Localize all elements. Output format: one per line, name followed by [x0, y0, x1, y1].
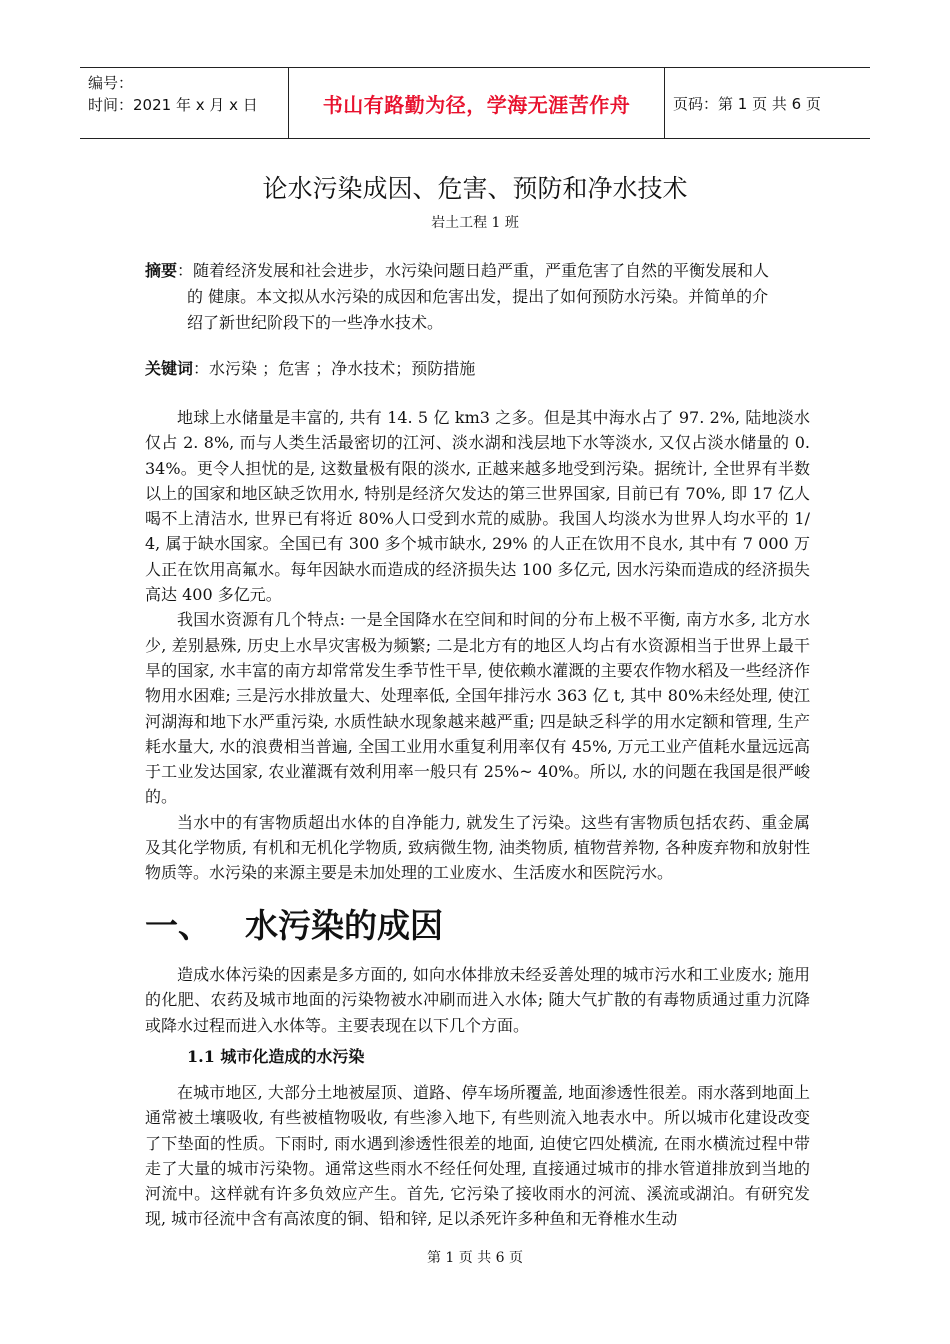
document-title: 论水污染成因、危害、预防和净水技术: [262, 174, 688, 203]
keywords-block: [145, 356, 475, 379]
intro-paragraph-3: 当水中的有害物质超出水体的自净能力, 就发生了污染。这些有害物质包括农药、重金属及其化学物质, 有机和无机化学物质, 致病微生物, 油类物质, 植物营养物, 各种废弃物和放射性物质等。水污染的来源主要是未加处理的工业废水、生活废水和医院污水。: [145, 812, 810, 883]
document-subtitle: 岩土工程 1 班: [431, 215, 519, 231]
abstract-line-3: 绍了新世纪阶段下的一些净水技术。: [187, 313, 444, 332]
number-label: 编号：: [88, 74, 134, 92]
intro-body: [145, 405, 810, 886]
section-heading-1: [145, 900, 443, 947]
abstract-line-2: 的 健康。本文拟从水污染的成因和危害出发，提出了如何预防水污染。并简单的介: [187, 287, 769, 306]
section-title: 水污染的成因: [245, 906, 443, 945]
keywords-label: 关键词: [145, 359, 194, 378]
time-label: 时间：2021 年 x 月 x 日: [88, 96, 258, 114]
section-number: 一、: [145, 906, 211, 945]
keywords-text: ：水污染 ；危害 ；净水技术；预防措施: [193, 359, 476, 378]
header-motto: 书山有路勤为径，学海无涯苦作舟: [288, 68, 665, 138]
intro-paragraph-2: 我国水资源有几个特点: 一是全国降水在空间和时间的分布上极不平衡, 南方水多, 北方水少, 差别悬殊, 历史上水旱灾害极为频繁; 二是北方有的地区人均占有水资源相当于世界上最干旱的国家, 水丰富的南方却常常发生季节性干旱, 使依赖水灌溉的主要农作物水稻及一些经济作物用水困难; 三是污水排放量大、处理率低, 全国年排污水 363 亿 t, 其中 80%未经处理, 使江河湖海和地下水严重污染, 水质性缺水现象越来越严重; 四是缺乏科学的用水定额和管理, 生产耗水量大, 水的浪费相当普遍, 全国工业用水重复利用率仅有 45%, 万元工业产值耗水量远远高于工业发达国家, 农业灌溉有效利用率一般只有 25%~ 40%。所以, 水的问题在我国是很严峻的。: [145, 610, 810, 807]
header-table: [80, 67, 870, 139]
abstract-label: 摘要: [145, 261, 178, 280]
section1-body: [145, 962, 810, 1038]
intro-paragraph-1: 地球上水储量是丰富的, 共有 14. 5 亿 km3 之多。但是其中海水占了 97. 2%, 陆地淡水仅占 2. 8%, 而与人类生活最密切的江河、淡水湖和浅层地下水等淡水, 又仅占淡水储量的 0. 34%。更令人担忧的是, 这数量极有限的淡水, 正越来越多地受到污染。据统计, 全世界有半数以上的国家和地区缺乏饮用水, 特别是经济欠发达的第三世界国家, 目前已有 70%, 即 17 亿人喝不上清洁水, 世界已有将近 80%人口受到水荒的威胁。我国人均淡水为世界人均水平的 1/ 4, 属于缺水国家。全国已有 300 多个城市缺水, 29% 的人正在饮用不良水, 其中有 7 000 万人正在饮用高氟水。每年因缺水而造成的经济损失达 100 多亿元, 因水污染而造成的经济损失高达 400 多亿元。: [145, 408, 810, 605]
page-footer: 第 1 页 共 6 页: [426, 1250, 524, 1266]
header-meta: [80, 68, 288, 138]
abstract-block: [145, 258, 810, 336]
section1-paragraph: 造成水体污染的因素是多方面的, 如向水体排放未经妥善处理的城市污水和工业废水; 施用的化肥、农药及城市地面的污染物被水冲刷而进入水体; 随大气扩散的有毒物质通过重力沉降或降水过程而进入水体等。主要表现在以下几个方面。: [145, 965, 810, 1035]
subsection1-1-body: [145, 1080, 810, 1232]
abstract-line-1: ：随着经济发展和社会进步，水污染问题日趋严重，严重危害了自然的平衡发展和人: [177, 261, 770, 280]
subsection1-1-paragraph: 在城市地区, 大部分土地被屋顶、道路、停车场所覆盖, 地面渗透性很差。雨水落到地面上通常被土壤吸收, 有些被植物吸收, 有些渗入地下, 有些则流入地表水中。所以城市化建设改变了下垫面的性质。下雨时, 雨水遇到渗透性很差的地面, 迫使它四处横流, 在雨水横流过程中带走了大量的城市污染物。通常这些雨水不经任何处理, 直接通过城市的排水管道排放到当地的河流中。这样就有许多负效应产生。首先, 它污染了接收雨水的河流、溪流或湖泊。有研究发现, 城市径流中含有高浓度的铜、铅和锌, 足以杀死许多种鱼和无脊椎水生动: [145, 1083, 810, 1229]
header-page-info: 页码：第 1 页 共 6 页: [673, 94, 821, 113]
subsection-heading-1-1: 1.1 城市化造成的水污染: [187, 1047, 365, 1066]
